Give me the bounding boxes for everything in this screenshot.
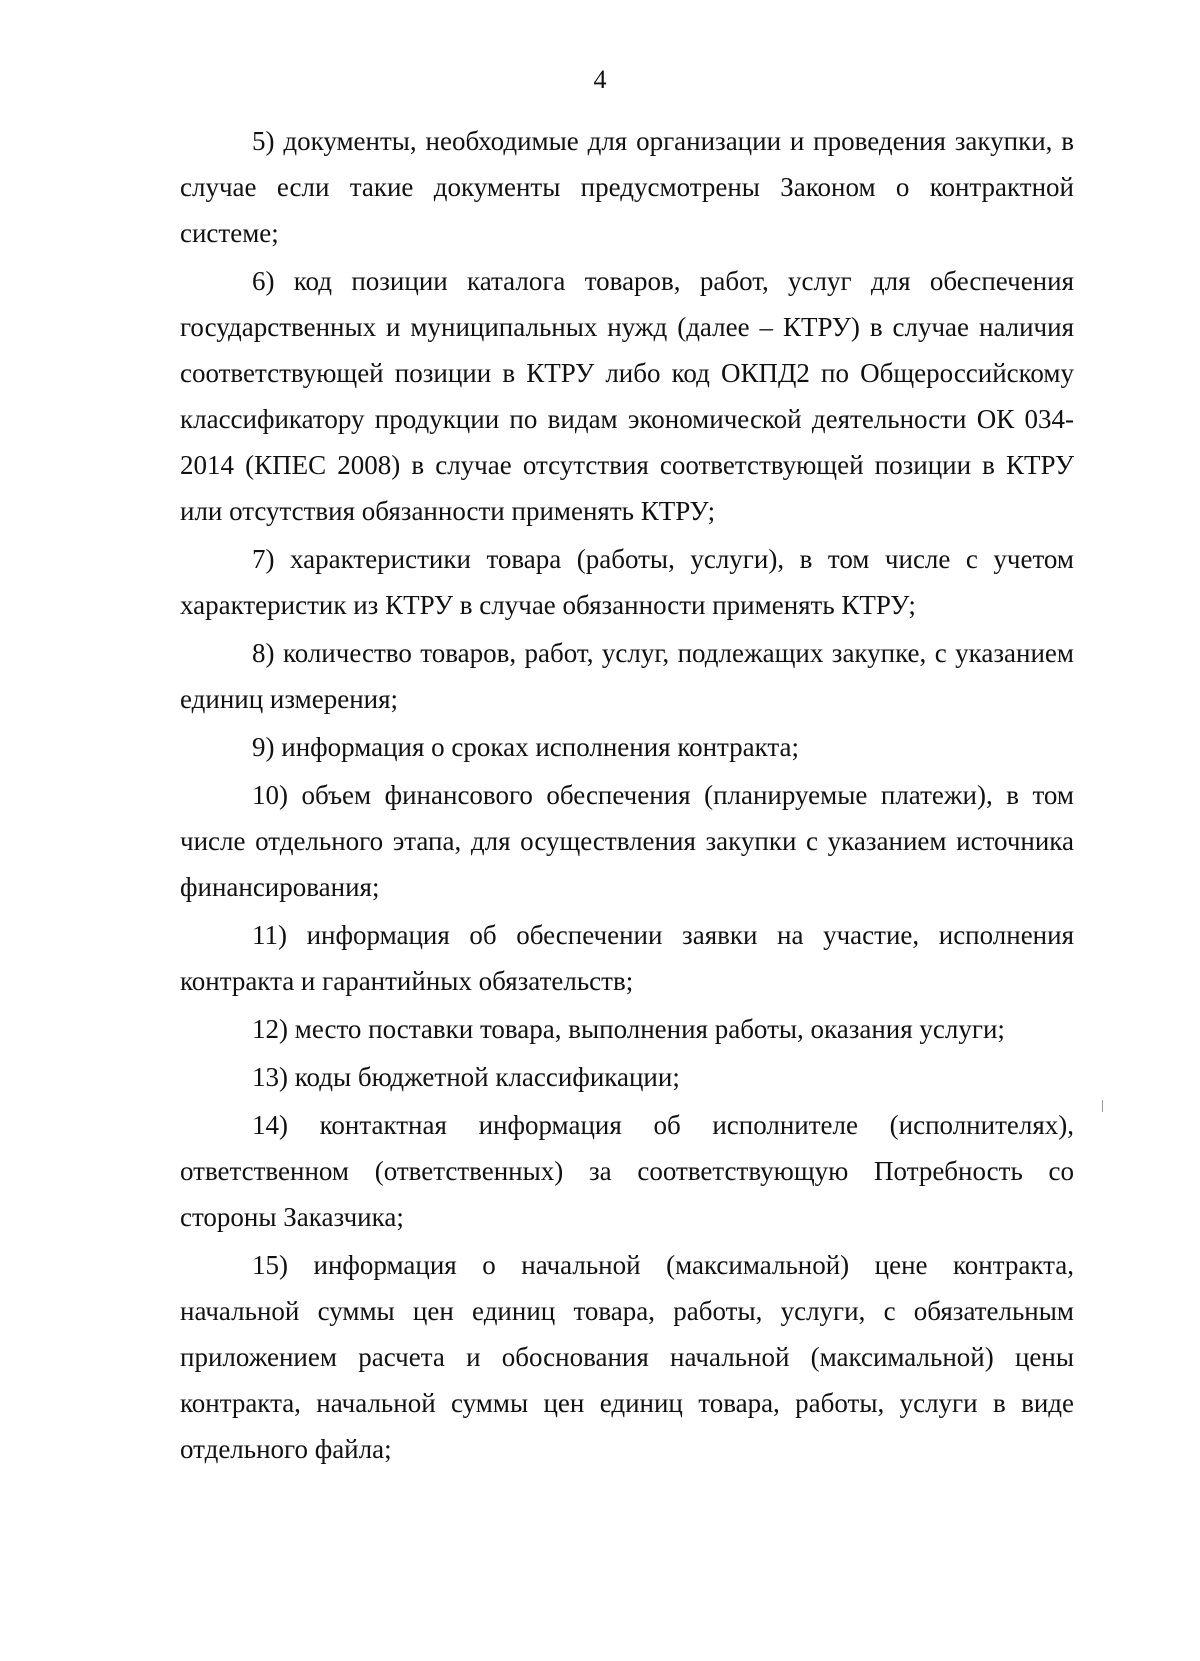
page-number: 4	[593, 65, 607, 94]
list-item-6: 6) код позиции каталога товаров, работ, услуг для обеспечения государственных и муниципальных нужд (далее – КТРУ) в случае наличия соответствующей позиции в КТРУ либо код ОКПД2 по Общероссийскому классификатору продукции по видам экономической деятельности ОК 034-2014 (КПЕС 2008) в случае отсутствия соответствующей позиции в КТРУ или отсутствия обязанности применять КТРУ;	[180, 266, 1074, 526]
list-item-14: 14) контактная информация об исполнителе (исполнителях), ответственном (ответственных) за соответствующую Потребность со стороны Заказчика;	[180, 1110, 1074, 1232]
list-item-9: 9) информация о сроках исполнения контракта;	[252, 732, 800, 762]
list-item-7: 7) характеристики товара (работы, услуги), в том числе с учетом характеристик из КТРУ в случае обязанности применять КТРУ;	[180, 544, 1074, 620]
scan-artifact	[1102, 1100, 1103, 1112]
document-body	[180, 118, 1074, 1474]
list-item-12: 12) место поставки товара, выполнения работы, оказания услуги;	[252, 1014, 1005, 1044]
list-item-11: 11) информация об обеспечении заявки на участие, исполнения контракта и гарантийных обязательств;	[180, 920, 1074, 996]
list-item-13: 13) коды бюджетной классификации;	[252, 1062, 680, 1092]
list-item-15: 15) информация о начальной (максимальной) цене контракта, начальной суммы цен единиц товара, работы, услуги, с обязательным приложением расчета и обоснования начальной (максимальной) цены контракта, начальной суммы цен единиц товара, работы, услуги в виде отдельного файла;	[180, 1250, 1074, 1464]
list-item-5: 5) документы, необходимые для организации и проведения закупки, в случае если такие документы предусмотрены Законом о контрактной системе;	[180, 126, 1074, 248]
list-item-10: 10) объем финансового обеспечения (планируемые платежи), в том числе отдельного этапа, для осуществления закупки с указанием источника финансирования;	[180, 780, 1074, 902]
list-item-8: 8) количество товаров, работ, услуг, подлежащих закупке, с указанием единиц измерения;	[180, 638, 1074, 714]
